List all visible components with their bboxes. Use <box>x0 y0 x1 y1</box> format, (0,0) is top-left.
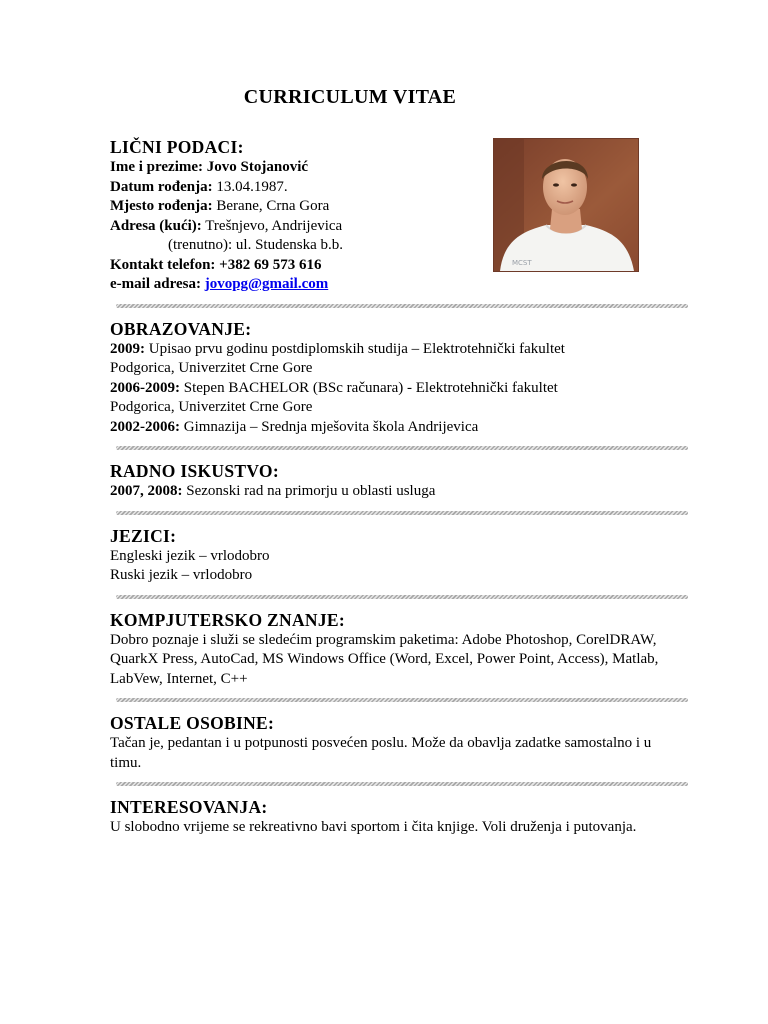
work-year: 2007, 2008: <box>110 483 183 499</box>
section-interests <box>110 796 690 838</box>
section-work <box>110 460 690 502</box>
education-item-cont: Podgorica, Univerzitet Crne Gore <box>110 399 313 415</box>
section-languages <box>110 525 690 586</box>
section-computer-skills <box>110 609 690 690</box>
section-divider <box>116 304 688 308</box>
education-item <box>110 418 690 438</box>
education-year: 2006-2009: <box>110 379 180 396</box>
document-title: CURRICULUM VITAE <box>243 86 457 108</box>
interests-heading: INTERESOVANJA: <box>110 797 268 817</box>
other-text: Tačan je, pedantan i u potpunosti posvećen poslu. Može da obavlja zadatke samostalno i u timu. <box>110 735 652 771</box>
work-item <box>110 482 690 502</box>
education-year: 2002-2006: <box>110 418 180 435</box>
education-text: Gimnazija – Srednja mješovita škola Andrijevica <box>180 418 479 435</box>
section-divider <box>116 782 688 786</box>
education-year: 2009: <box>110 340 145 357</box>
education-heading: OBRAZOVANJE: <box>110 318 252 339</box>
cv-content <box>110 136 690 838</box>
pob-value: Berane, Crna Gora <box>212 198 330 214</box>
section-education <box>110 318 690 438</box>
section-divider <box>116 698 688 702</box>
computer-heading: KOMPJUTERSKO ZNANJE: <box>110 609 345 630</box>
dob-line <box>110 178 690 198</box>
pob-label: Mjesto rođenja: <box>110 198 213 214</box>
language-item: Ruski jezik – vrlodobro <box>110 567 253 583</box>
personal-heading: LIČNI PODACI: <box>110 137 244 157</box>
computer-text: Dobro poznaje i služi se sledećim programskim paketima: Adobe Photoshop, CorelDRAW, QuarkX Press, AutoCad, MS Windows Office (Word, Excel, Power Point, Access), Matlab, LabVew, Internet, C++ <box>110 631 659 687</box>
pob-line <box>110 197 690 217</box>
other-heading: OSTALE OSOBINE: <box>110 713 275 733</box>
section-divider <box>116 595 688 599</box>
section-divider <box>116 446 688 450</box>
email-label: e-mail adresa: <box>110 276 201 292</box>
email-line <box>110 275 690 295</box>
email-link[interactable]: jovopg@gmail.com <box>204 276 329 292</box>
education-item <box>110 340 690 360</box>
address-value: Trešnjevo, Andrijevica <box>201 217 343 234</box>
interests-text: U slobodno vrijeme se rekreativno bavi sportom i čita knjige. Voli druženja i putovanja. <box>110 819 637 835</box>
shirt-print-text: MCST <box>512 259 532 267</box>
work-heading: RADNO ISKUSTVO: <box>110 461 279 481</box>
name-line: Ime i prezime: Jovo Stojanović <box>110 159 309 175</box>
education-item <box>110 379 690 399</box>
education-text: Upisao prvu godinu postdiplomskih studija – Elektrotehnički fakultet <box>145 340 565 357</box>
phone-line: Kontakt telefon: +382 69 573 616 <box>110 256 322 273</box>
address-current-line: (trenutno): ul. Studenska b.b. <box>168 237 343 253</box>
section-other-traits <box>110 712 690 773</box>
language-item: Engleski jezik – vrlodobro <box>110 547 270 564</box>
education-text: Stepen BACHELOR (BSc računara) - Elektrotehnički fakultet <box>180 379 558 396</box>
address-label: Adresa (kući): <box>110 217 202 234</box>
dob-label: Datum rođenja: <box>110 178 213 195</box>
work-text: Sezonski rad na primorju u oblasti usluga <box>182 483 436 499</box>
dob-value: 13.04.1987. <box>212 178 288 195</box>
address-line <box>110 217 690 237</box>
section-divider <box>116 511 688 515</box>
education-item-cont: Podgorica, Univerzitet Crne Gore <box>110 360 313 376</box>
languages-heading: JEZICI: <box>110 525 177 546</box>
section-personal <box>110 136 690 295</box>
